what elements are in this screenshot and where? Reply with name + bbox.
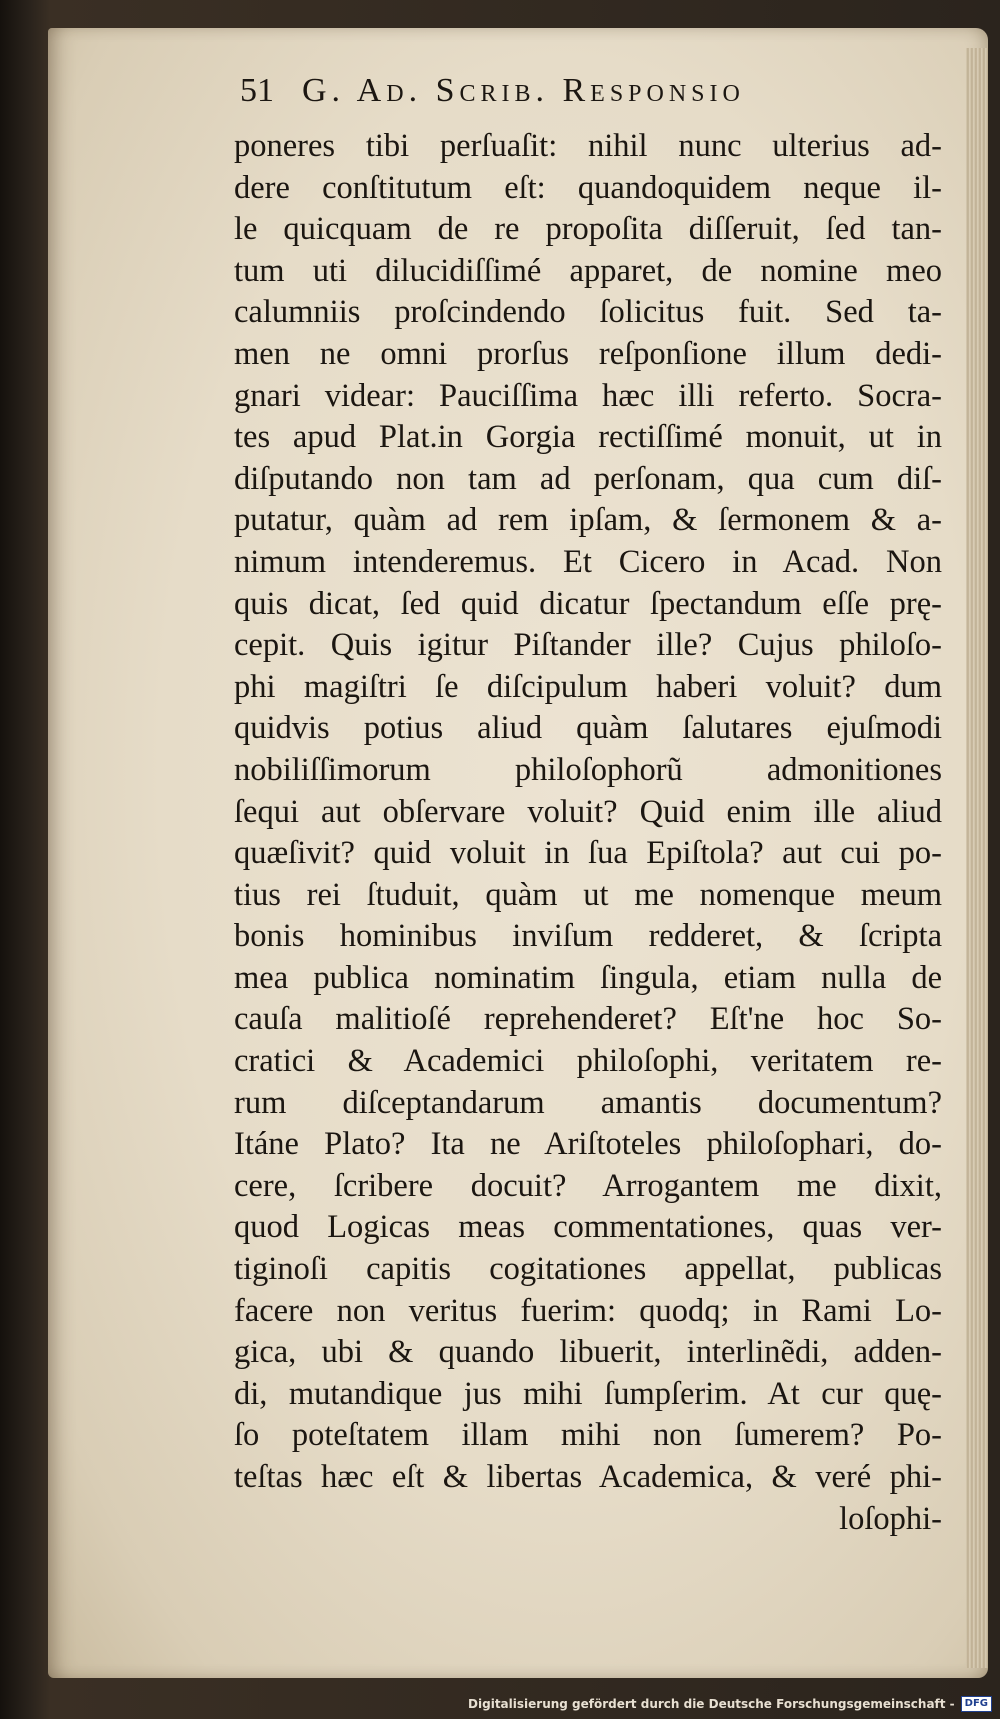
text-line: dere conſtitutum eſt: quandoquidem neque il- [234, 169, 942, 206]
text-line: gnari videar: Pauciſſima hæc illi referto. Socra- [234, 377, 942, 414]
text-line: Itáne Plato? Ita ne Ariſtoteles philoſophari, do- [234, 1126, 942, 1163]
text-line: tius rei ſtuduit, quàm ut me nomenque meum [234, 876, 942, 913]
text-line: mea publica nominatim ſingula, etiam nulla de [234, 959, 942, 996]
text-line: cratici & Academici philoſophi, veritatem re- [234, 1043, 942, 1080]
catchword: loſophi- [839, 1500, 942, 1537]
text-line: cere, ſcribere docuit? Arrogantem me dixit, [234, 1167, 942, 1204]
text-line: facere non veritus fuerim: quodq; in Rami Lo- [234, 1292, 942, 1329]
text-line: phi magiſtri ſe diſcipulum haberi voluit? dum [234, 668, 942, 705]
dfg-logo[interactable]: DFG [961, 1696, 992, 1712]
text-line: tes apud Plat.in Gorgia rectiſſimé monuit, ut in [234, 419, 942, 456]
body-text [234, 126, 942, 1540]
page-edge [966, 48, 988, 1668]
text-line: gica, ubi & quando libuerit, interlinẽdi, adden- [234, 1334, 942, 1371]
text-line: di, mutandique jus mihi ſumpſerim. At cur quę- [234, 1375, 942, 1412]
text-line: bonis hominibus inviſum redderet, & ſcripta [234, 918, 942, 955]
running-head: G. Ad. Scrib. Responsio [302, 72, 745, 109]
digitization-footer [468, 1693, 992, 1715]
text-line: quæſivit? quid voluit in ſua Epiſtola? aut cui po- [234, 835, 942, 872]
text-line: cauſa malitioſé reprehenderet? Eſt'ne hoc So- [234, 1001, 942, 1038]
text-line: nimum intenderemus. Et Cicero in Acad. Non [234, 543, 942, 580]
text-line: ſequi aut obſervare voluit? Quid enim ille aliud [234, 793, 942, 830]
text-line: tiginoſi capitis cogitationes appellat, publicas [234, 1251, 942, 1288]
footer-credit: Digitalisierung gefördert durch die Deutsche Forschungsgemeinschaft - [468, 1697, 955, 1711]
text-line: ſo poteſtatem illam mihi non ſumerem? Po- [234, 1417, 942, 1454]
text-line: rum diſceptandarum amantis documentum? [234, 1084, 942, 1121]
text-line: poneres tibi perſuaſit: nihil nunc ulterius ad- [234, 128, 942, 164]
text-line: tum uti dilucidiſſimé apparet, de nomine meo [234, 252, 942, 289]
page-number: 51 [240, 72, 274, 109]
text-line: teſtas hæc eſt & libertas Academica, & veré phi- [234, 1459, 942, 1495]
text-line: le quicquam de re propoſita diſſeruit, ſed tan- [234, 211, 942, 248]
text-line: nobiliſſimorum philoſophorũ admonitiones [234, 751, 942, 788]
text-line: diſputando non tam ad perſonam, qua cum diſ- [234, 460, 942, 497]
text-line: men ne omni prorſus reſponſione illum dedi- [234, 335, 942, 372]
text-line: putatur, quàm ad rem ipſam, & ſermonem & a- [234, 502, 942, 539]
text-line: quidvis potius aliud quàm ſalutares ejuſmodi [234, 710, 942, 747]
text-line: quod Logicas meas commentationes, quas ver- [234, 1209, 942, 1246]
text-line: calumniis proſcindendo ſolicitus fuit. Sed ta- [234, 294, 942, 331]
page-header [240, 72, 900, 118]
text-line: quis dicat, ſed quid dicatur ſpectandum eſſe prę- [234, 585, 942, 622]
text-line: cepit. Quis igitur Piſtander ille? Cujus philoſo- [234, 627, 942, 664]
